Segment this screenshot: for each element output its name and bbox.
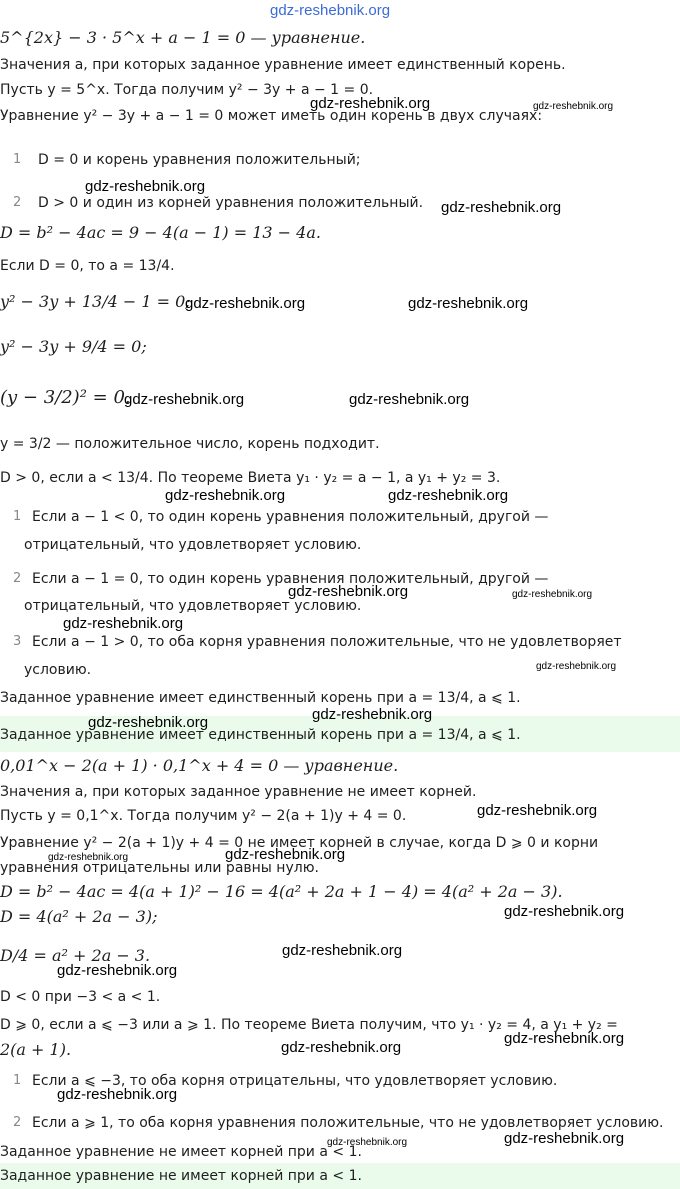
watermark-small: gdz-reshebnik.org — [48, 852, 129, 863]
watermark: gdz-reshebnik.org — [349, 391, 470, 408]
item-1-line-2: отрицательный, что удовлетворяет условию. — [24, 537, 362, 553]
equation-2: 0,01^x − 2(a + 1) · 0,1^x + 4 = 0 — уравнение. — [0, 756, 399, 775]
item-3-line-2: условию. — [24, 662, 92, 678]
conclusion-2: Заданное уравнение не имеет корней при a < 1. — [0, 1144, 362, 1160]
item-number-2-2: 2 — [13, 1115, 22, 1130]
equation-step-2: y² − 3y + 9/4 = 0; — [0, 337, 147, 356]
condition-2-line-1: Уравнение y² − 2(a + 1)y + 4 = 0 не имеет корней в случае, когда D ⩾ 0 и корни — [0, 835, 599, 851]
watermark: gdz-reshebnik.org — [124, 391, 245, 408]
quarter-discriminant: D/4 = a² + 2a − 3. — [0, 946, 151, 965]
d-negative-2: D < 0 при −3 < a < 1. — [0, 989, 161, 1005]
watermark: gdz-reshebnik.org — [282, 942, 403, 959]
equation-step-3: (y − 3/2)² = 0. — [0, 387, 131, 408]
task-1: Значения a, при которых заданное уравнение имеет единственный корень. — [0, 57, 566, 73]
item-number-2-1: 1 — [13, 1073, 22, 1088]
root-check-1: y = 3/2 — положительное число, корень подходит. — [0, 436, 380, 452]
watermark: gdz-reshebnik.org — [57, 1086, 178, 1103]
item-2-line-2: отрицательный, что удовлетворяет условию. — [24, 598, 362, 614]
item-2-2: Если a ⩾ 1, то оба корня уравнения положительные, что не удовлетворяет условию. — [32, 1115, 664, 1131]
item-3-line-1: Если a − 1 > 0, то оба корня уравнения положительные, что не удовлетворяет — [32, 634, 622, 650]
watermark: gdz-reshebnik.org — [85, 178, 206, 195]
watermark: gdz-reshebnik.org — [185, 295, 306, 312]
watermark: gdz-reshebnik.org — [281, 1039, 402, 1056]
substitution-2: Пусть y = 0,1^x. Тогда получим y² − 2(a + 1)y + 4 = 0. — [0, 808, 407, 824]
watermark-small: gdz-reshebnik.org — [512, 589, 593, 600]
case-2: D > 0 и один из корней уравнения положительный. — [38, 195, 424, 211]
item-number-1: 1 — [13, 509, 22, 524]
watermark: gdz-reshebnik.org — [165, 487, 286, 504]
item-2-1: Если a ⩽ −3, то оба корня отрицательны, что удовлетворяет условию. — [32, 1073, 558, 1089]
watermark-small: gdz-reshebnik.org — [533, 101, 614, 112]
answer-1: Заданное уравнение имеет единственный корень при a = 13/4, a ⩽ 1. — [0, 727, 521, 743]
case-number-1: 1 — [13, 152, 22, 167]
watermark: gdz-reshebnik.org — [504, 1030, 625, 1047]
answer-box-2 — [0, 1163, 680, 1189]
condition-2-line-2: уравнения отрицательны или равны нулю. — [0, 860, 319, 876]
watermark: gdz-reshebnik.org — [312, 706, 433, 723]
watermark: gdz-reshebnik.org — [388, 487, 509, 504]
task-2: Значения a, при которых заданное уравнение не имеет корней. — [0, 784, 477, 800]
discriminant-2: D = b² − 4ac = 4(a + 1)² − 16 = 4(a² + 2a + 1 − 4) = 4(a² + 2a − 3). — [0, 882, 563, 901]
watermark: gdz-reshebnik.org — [310, 95, 431, 112]
case-1: D = 0 и корень уравнения положительный; — [38, 152, 361, 168]
vieta-2-line-2: 2(a + 1). — [0, 1040, 72, 1059]
d-zero-1: Если D = 0, то a = 13/4. — [0, 258, 175, 274]
watermark: gdz-reshebnik.org — [504, 1130, 625, 1147]
discriminant-2-short: D = 4(a² + 2a − 3); — [0, 907, 158, 926]
watermark: gdz-reshebnik.org — [63, 615, 184, 632]
answer-2: Заданное уравнение не имеет корней при a < 1. — [0, 1168, 362, 1184]
watermark: gdz-reshebnik.org — [477, 802, 598, 819]
watermark: gdz-reshebnik.org — [408, 295, 529, 312]
watermark: gdz-reshebnik.org — [57, 962, 178, 979]
case-number-2: 2 — [13, 195, 22, 210]
watermark: gdz-reshebnik.org — [288, 583, 409, 600]
equation-step-1: y² − 3y + 13/4 − 1 = 0; — [0, 292, 191, 311]
conclusion-1: Заданное уравнение имеет единственный корень при a = 13/4, a ⩽ 1. — [0, 690, 521, 706]
vieta-2-line-1: D ⩾ 0, если a ⩽ −3 или a ⩾ 1. По теореме Виета получим, что y₁ · y₂ = 4, а y₁ + y₂ = — [0, 1017, 618, 1033]
watermark: gdz-reshebnik.org — [504, 903, 625, 920]
item-number-3: 3 — [13, 634, 22, 649]
discriminant-1: D = b² − 4ac = 9 − 4(a − 1) = 13 − 4a. — [0, 223, 321, 242]
vieta-1: D > 0, если a < 13/4. По теореме Виета y₁ · y₂ = a − 1, а y₁ + y₂ = 3. — [0, 470, 501, 486]
substitution-1: Пусть y = 5^x. Тогда получим y² − 3y + a − 1 = 0. — [0, 82, 374, 98]
watermark-top: gdz-reshebnik.org — [270, 2, 391, 19]
item-1-line-1: Если a − 1 < 0, то один корень уравнения положительный, другой — — [32, 509, 549, 525]
watermark-small: gdz-reshebnik.org — [536, 661, 617, 672]
watermark-small: gdz-reshebnik.org — [327, 1137, 408, 1148]
watermark: gdz-reshebnik.org — [225, 846, 346, 863]
cases-intro-1: Уравнение y² − 3y + a − 1 = 0 может иметь один корень в двух случаях: — [0, 108, 543, 124]
watermark: gdz-reshebnik.org — [441, 199, 562, 216]
item-number-2: 2 — [13, 571, 22, 586]
equation-1: 5^{2x} − 3 · 5^x + a − 1 = 0 — уравнение. — [0, 28, 366, 47]
watermark: gdz-reshebnik.org — [88, 714, 209, 731]
item-2-line-1: Если a − 1 = 0, то один корень уравнения положительный, другой — — [32, 571, 549, 587]
